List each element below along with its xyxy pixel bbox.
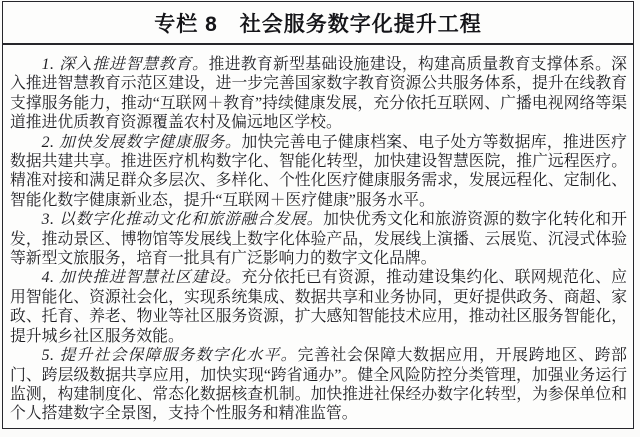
paragraph-3-lead: 3. 以数字化推动文化和旅游融合发展。 — [41, 211, 324, 229]
paragraph-1-text: 推进教育新型基础设施建设，构建高质量教育支撑体系。深入推进智慧教育示范区建设，进一步完善国家数字教育资源公共服务体系，提升在线教育支撑服务能力，推动“互联网＋教育”持续健康发展，充分依托互联网、广播电视网络等渠道推进优质教育资源覆盖农村及偏远地区学校。 — [10, 56, 627, 132]
paragraph-5-lead: 5. 提升社会保障服务数字化水平。 — [41, 347, 298, 365]
paragraph-4-lead: 4. 加快推进智慧社区建设。 — [41, 269, 242, 287]
box-body — [3, 45, 633, 424]
paragraph-3 — [10, 210, 627, 268]
box-title: 专栏 8 社会服务数字化提升工程 — [3, 2, 633, 45]
paragraph-1 — [10, 55, 627, 133]
paragraph-2 — [10, 133, 627, 211]
paragraph-4-text: 充分依托已有资源，推动建设集约化、联网规范化、应用智能化、资源社会化，实现系统集成、数据共享和业务协同，更好提供政务、商超、家政、托育、养老、物业等社区服务资源，扩大感知智能技术应用，推动社区服务智能化，提升城乡社区服务效能。 — [10, 269, 627, 345]
paragraph-1-lead: 1. 深入推进智慧教育。 — [41, 56, 209, 73]
paragraph-4 — [10, 268, 627, 346]
paragraph-5-text: 完善社会保障大数据应用，开展跨地区、跨部门、跨层级数据共享应用，加快实现“跨省通办”。健全风险防控分类管理，加强业务运行监测，构建制度化、常态化数据核查机制。加快推进社保经办数字化转型，为参保单位和个人搭建数字全景图，支持个性服务和精准监管。 — [10, 347, 627, 423]
paragraph-2-lead: 2. 加快发展数字健康服务。 — [41, 133, 242, 151]
paragraph-2-text: 加快完善电子健康档案、电子处方等数据库，推进医疗数据共建共享。推进医疗机构数字化、智能化转型，加快建设智慧医院，推广远程医疗。精准对接和满足群众多层次、多样化、个性化医疗健康服务需求，发展远程化、定制化、智能化数字健康新业态，提升“互联网＋医疗健康”服务水平。 — [10, 133, 627, 209]
paragraph-5 — [10, 346, 627, 424]
paragraph-3-text: 加快优秀文化和旅游资源的数字化转化和开发，推动景区、博物馆等发展线上数字化体验产品，发展线上演播、云展览、沉浸式体验等新型文旅服务，培育一批具有广泛影响力的数字文化品牌。 — [10, 211, 627, 268]
highlight-box — [2, 1, 634, 429]
